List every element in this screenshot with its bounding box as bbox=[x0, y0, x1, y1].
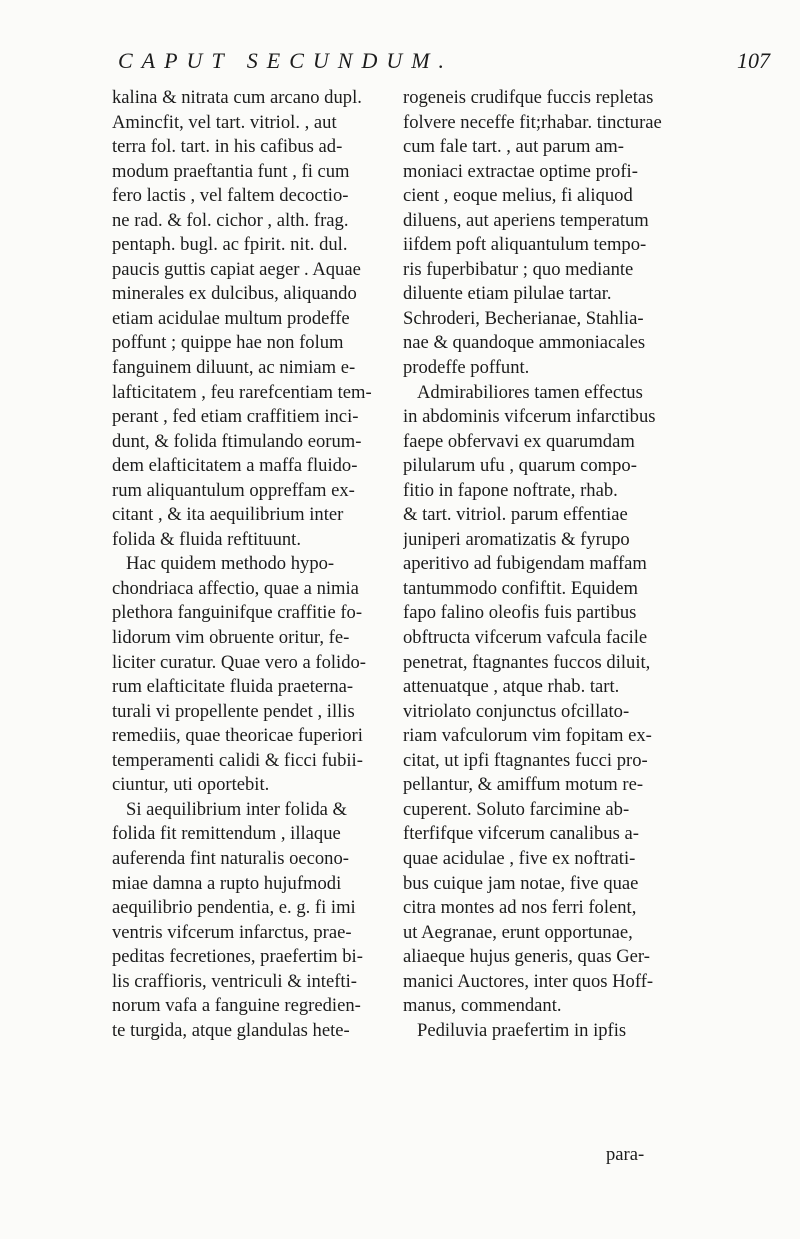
catchword: para- bbox=[606, 1144, 645, 1165]
text-line: folida fit remittendum , illaque bbox=[112, 823, 341, 845]
text-line: citant , & ita aequilibrium inter bbox=[112, 504, 344, 526]
text-line: pilularum ufu , quarum compo- bbox=[403, 455, 637, 477]
text-line: kalina & nitrata cum arcano dupl. bbox=[112, 87, 362, 108]
text-line: fapo falino oleofis fuis partibus bbox=[403, 602, 637, 624]
text-line: in abdominis vifcerum infarctibus bbox=[403, 406, 656, 428]
text-line: paucis guttis capiat aeger . Aquae bbox=[112, 258, 361, 280]
text-line: bus cuique jam notae, five quae bbox=[403, 872, 639, 894]
text-line: ris fuperbibatur ; quo mediante bbox=[403, 258, 634, 280]
text-line: lafticitatem , feu rarefcentiam tem- bbox=[112, 381, 372, 403]
text-line: te turgida, atque glandulas hete- bbox=[112, 1019, 350, 1041]
text-line: ut Aegranae, erunt opportunae, bbox=[403, 921, 633, 943]
text-line: dunt, & folida ftimulando eorum- bbox=[112, 430, 362, 452]
text-line: vitriolato conjunctus ofcillato- bbox=[403, 700, 630, 722]
text-line: chondriaca affectio, quae a nimia bbox=[112, 577, 359, 599]
text-line: citra montes ad nos ferri folent, bbox=[403, 897, 637, 919]
text-line: attenuatque , atque rhab. tart. bbox=[403, 676, 620, 698]
text-line: pellantur, & amiffum motum re- bbox=[403, 774, 644, 796]
text-line: diluens, aut aperiens temperatum bbox=[403, 209, 649, 231]
text-line: aliaeque hujus generis, quas Ger- bbox=[403, 946, 650, 968]
running-head: CAPUT SECUNDUM. bbox=[118, 48, 454, 73]
text-line: folvere neceffe fit;rhabar. tincturae bbox=[403, 111, 662, 133]
text-line: Si aequilibrium inter folida & bbox=[126, 798, 348, 820]
text-line: obftructa vifcerum vafcula facile bbox=[403, 627, 648, 649]
text-line: turali vi propellente pendet , illis bbox=[112, 700, 355, 722]
text-line: quae acidulae , five ex noftrati- bbox=[403, 847, 636, 869]
text-line: cum fale tart. , aut parum am- bbox=[403, 136, 624, 158]
text-line: fterfifque vifcerum canalibus a- bbox=[403, 823, 639, 845]
text-line: manus, commendant. bbox=[403, 995, 562, 1017]
text-line: iifdem poft aliquantulum tempo- bbox=[403, 234, 647, 256]
text-line: rum aliquantulum oppreffam ex- bbox=[112, 479, 355, 501]
text-line: Hac quidem methodo hypo- bbox=[126, 553, 335, 575]
text-line: rum elafticitate fluida praeterna- bbox=[112, 676, 354, 698]
text-line: aequilibrio pendentia, e. g. fi imi bbox=[112, 897, 356, 919]
text-line: folida & fluida reftituunt. bbox=[112, 528, 301, 550]
text-line: Pediluvia praefertim in ipfis bbox=[417, 1019, 627, 1041]
text-line: plethora fanguinifque craffitie fo- bbox=[112, 602, 363, 624]
text-line: prodeffe poffunt. bbox=[403, 357, 530, 379]
text-line: citat, ut ipfi ftagnantes fucci pro- bbox=[403, 749, 648, 771]
text-line: cuperent. Soluto farcimine ab- bbox=[403, 798, 630, 820]
page-header bbox=[118, 48, 770, 82]
text-line: ne rad. & fol. cichor , alth. frag. bbox=[112, 209, 349, 231]
text-line: diluente etiam pilulae tartar. bbox=[403, 283, 612, 305]
text-line: fanguinem diluunt, ac nimiam e- bbox=[112, 357, 356, 379]
text-line: moniaci extractae optime profi- bbox=[403, 160, 638, 182]
text-line: penetrat, ftagnantes fuccos diluit, bbox=[403, 651, 651, 673]
text-line: fitio in fapone noftrate, rhab. bbox=[403, 479, 618, 501]
text-line: terra fol. tart. in his cafibus ad- bbox=[112, 136, 343, 158]
text-line: Admirabiliores tamen effectus bbox=[417, 381, 643, 403]
text-line: temperamenti calidi & ficci fubii- bbox=[112, 749, 363, 771]
text-line: remediis, quae theoricae fuperiori bbox=[112, 725, 363, 747]
text-line: lidorum vim obruente oritur, fe- bbox=[112, 627, 350, 649]
text-line: auferenda fint naturalis oecono- bbox=[112, 847, 349, 869]
text-line: cient , eoque melius, fi aliquod bbox=[403, 185, 633, 207]
text-line: Schroderi, Becherianae, Stahlia- bbox=[403, 307, 644, 329]
text-line: poffunt ; quippe hae non folum bbox=[112, 332, 344, 354]
text-line: fero lactis , vel faltem decoctio- bbox=[112, 185, 349, 207]
text-line: ventris vifcerum infarctus, prae- bbox=[112, 921, 352, 943]
text-line: nae & quandoque ammoniacales bbox=[403, 332, 646, 354]
text-line: dem elafticitatem a maffa fluido- bbox=[112, 455, 358, 477]
text-line: minerales ex dulcibus, aliquando bbox=[112, 283, 357, 305]
text-line: miae damna a rupto hujufmodi bbox=[112, 872, 342, 894]
text-line: faepe obfervavi ex quarumdam bbox=[403, 430, 635, 452]
text-line: & tart. vitriol. parum effentiae bbox=[403, 504, 628, 526]
text-line: etiam acidulae multum prodeffe bbox=[112, 307, 350, 329]
text-line: perant , fed etiam craffitiem inci- bbox=[112, 406, 359, 428]
text-line: manici Auctores, inter quos Hoff- bbox=[403, 970, 654, 992]
text-line: tantummodo confiftit. Equidem bbox=[403, 577, 638, 599]
text-line: norum vafa a fanguine regredien- bbox=[112, 995, 361, 1017]
page-number: 107 bbox=[737, 48, 770, 73]
text-line: modum praeftantia funt , fi cum bbox=[112, 160, 350, 182]
text-line: pentaph. bugl. ac fpirit. nit. dul. bbox=[112, 234, 348, 256]
left-text-column bbox=[112, 86, 388, 1043]
text-line: rogeneis crudifque fuccis repletas bbox=[403, 87, 654, 108]
text-line: aperitivo ad fubigendam maffam bbox=[403, 553, 647, 575]
right-text-column bbox=[403, 86, 698, 1043]
text-line: Amincfit, vel tart. vitriol. , aut bbox=[112, 111, 337, 133]
text-line: juniperi aromatizatis & fyrupo bbox=[403, 528, 630, 550]
text-line: liciter curatur. Quae vero a folido- bbox=[112, 651, 367, 673]
text-line: riam vafculorum vim fopitam ex- bbox=[403, 725, 652, 747]
text-line: ciuntur, uti oportebit. bbox=[112, 774, 270, 796]
text-line: lis craffioris, ventriculi & intefti- bbox=[112, 970, 357, 992]
text-line: peditas fecretiones, praefertim bi- bbox=[112, 946, 363, 968]
